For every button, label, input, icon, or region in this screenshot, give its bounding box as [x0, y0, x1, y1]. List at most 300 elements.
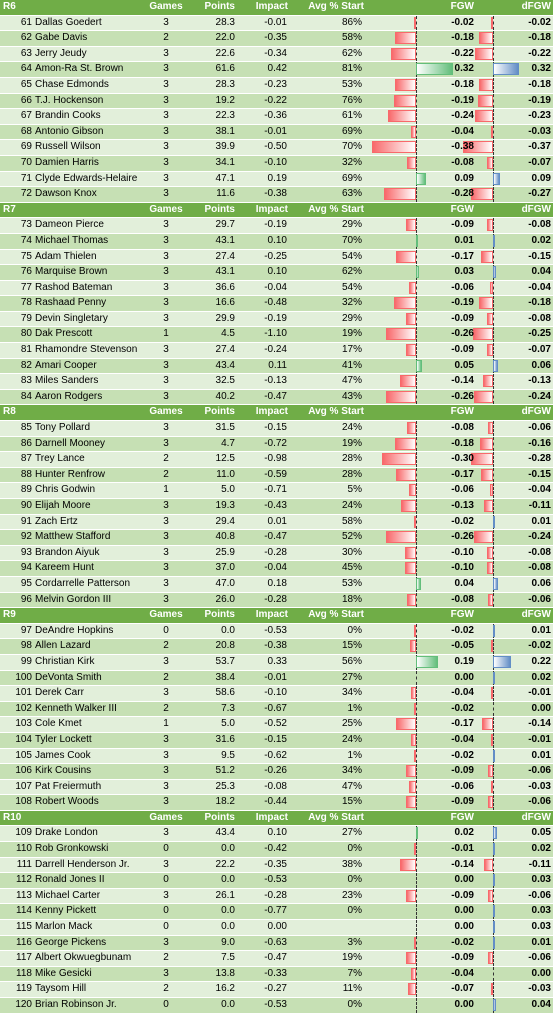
- avg-start-cell: 19%: [341, 952, 362, 964]
- dfgw-cell: 0.01: [531, 624, 551, 636]
- games-cell: 3: [163, 593, 169, 605]
- rank-cell: 89: [20, 484, 32, 496]
- dfgw-cell: 0.06: [531, 577, 551, 589]
- rank-cell: 99: [20, 655, 32, 667]
- player-name: Darrell Henderson Jr.: [35, 858, 130, 870]
- player-name: Michael Thomas: [35, 234, 109, 246]
- fgw-bar: [406, 765, 416, 777]
- avg-start-header: Avg % Start: [308, 406, 364, 418]
- fgw-cell: -0.18: [451, 437, 474, 449]
- games-cell: 1: [163, 328, 169, 340]
- fgw-bar-axis: [416, 842, 417, 857]
- impact-header: Impact: [255, 609, 288, 621]
- table-row: [0, 764, 553, 780]
- dfgw-bar-axis: [493, 16, 494, 31]
- games-cell: 0: [163, 874, 169, 886]
- dfgw-cell: -0.08: [528, 562, 551, 574]
- games-cell: 3: [163, 141, 169, 153]
- dfgw-cell: -0.07: [528, 344, 551, 356]
- dfgw-cell: -0.28: [528, 453, 551, 465]
- rank-cell: 108: [15, 796, 32, 808]
- dfgw-bar-axis: [493, 561, 494, 576]
- table-row: [0, 795, 553, 811]
- dfgw-cell: -0.02: [528, 640, 551, 652]
- games-cell: 3: [163, 765, 169, 777]
- fgw-bar-axis: [416, 702, 417, 717]
- dfgw-cell: -0.18: [528, 32, 551, 44]
- table-row: [0, 296, 553, 312]
- fgw-bar: [386, 328, 416, 340]
- dfgw-bar: [480, 438, 493, 450]
- dfgw-cell: -0.11: [528, 500, 551, 511]
- fgw-cell: -0.02: [451, 749, 474, 761]
- fgw-bar: [396, 251, 416, 263]
- round-header: [0, 203, 553, 219]
- rank-cell: 63: [20, 47, 32, 59]
- games-cell: 2: [163, 640, 169, 652]
- fgw-cell: -0.26: [451, 390, 474, 402]
- table-row: [0, 702, 553, 718]
- fgw-cell: -0.05: [451, 640, 474, 652]
- dfgw-header: dFGW: [521, 811, 551, 823]
- fgw-cell: 0.00: [454, 874, 474, 886]
- dfgw-bar-axis: [493, 967, 494, 982]
- table-row: [0, 920, 553, 936]
- games-cell: 3: [163, 687, 169, 699]
- impact-header: Impact: [255, 406, 288, 418]
- games-cell: 3: [163, 500, 169, 511]
- table-row: [0, 47, 553, 63]
- impact-cell: 0.10: [267, 266, 287, 278]
- player-name: Amari Cooper: [35, 359, 97, 371]
- table-row: [0, 94, 553, 110]
- fgw-bar: [414, 703, 416, 715]
- fgw-bar: [406, 219, 416, 231]
- dfgw-bar-axis: [493, 312, 494, 327]
- points-cell: 34.1: [215, 156, 235, 168]
- dfgw-cell: 0.04: [531, 999, 551, 1010]
- table-row: [0, 156, 553, 172]
- impact-cell: 0.11: [268, 359, 287, 371]
- points-cell: 25.3: [215, 780, 235, 792]
- dfgw-cell: 0.22: [531, 655, 551, 667]
- player-name: Kareem Hunt: [35, 562, 94, 574]
- table-row: [0, 561, 553, 577]
- impact-cell: -0.38: [264, 640, 287, 652]
- player-name: Tyler Lockett: [35, 733, 92, 745]
- games-cell: 3: [163, 749, 169, 761]
- impact-cell: -0.19: [264, 312, 287, 324]
- rank-cell: 86: [20, 437, 32, 449]
- dfgw-bar: [487, 562, 493, 574]
- avg-start-cell: 15%: [341, 796, 362, 808]
- games-cell: 3: [163, 172, 169, 184]
- dfgw-cell: -0.01: [528, 687, 551, 699]
- dfgw-cell: 0.04: [531, 266, 551, 278]
- fgw-cell: -0.01: [451, 843, 474, 855]
- points-cell: 22.6: [215, 47, 235, 59]
- rank-cell: 87: [20, 453, 32, 465]
- dfgw-bar-axis: [493, 374, 494, 389]
- games-cell: 1: [163, 718, 169, 730]
- fgw-bar: [407, 594, 416, 606]
- avg-start-cell: 32%: [341, 156, 362, 168]
- fgw-cell: 0.00: [454, 671, 474, 683]
- games-cell: 3: [163, 437, 169, 449]
- dfgw-cell: -0.06: [528, 765, 551, 777]
- player-name: Damien Harris: [35, 156, 99, 168]
- dfgw-cell: 0.00: [531, 967, 551, 979]
- table-row: [0, 904, 553, 920]
- impact-header: Impact: [255, 1, 288, 12]
- points-cell: 0.0: [221, 999, 235, 1010]
- fgw-cell: -0.19: [451, 297, 474, 309]
- avg-start-cell: 70%: [341, 141, 362, 153]
- player-name: Kenny Pickett: [35, 905, 97, 917]
- rank-cell: 62: [20, 32, 32, 44]
- dfgw-bar-axis: [493, 125, 494, 140]
- avg-start-cell: 24%: [341, 500, 362, 511]
- player-name: Darnell Mooney: [35, 437, 106, 449]
- dfgw-bar: [490, 282, 493, 294]
- dfgw-cell: -0.03: [528, 125, 551, 137]
- table-row: [0, 717, 553, 733]
- fgw-bar: [400, 375, 416, 387]
- rank-cell: 94: [20, 562, 32, 574]
- dfgw-bar: [493, 921, 495, 933]
- impact-cell: -0.98: [264, 453, 287, 465]
- points-cell: 11.6: [216, 188, 235, 200]
- fgw-cell: -0.08: [451, 156, 474, 168]
- fgw-cell: 0.00: [454, 921, 474, 933]
- player-name: Allen Lazard: [35, 640, 91, 652]
- fgw-cell: -0.14: [451, 858, 474, 870]
- dfgw-cell: -0.18: [528, 297, 551, 309]
- dfgw-bar-axis: [493, 530, 494, 545]
- table-row: [0, 374, 553, 390]
- dfgw-bar-axis: [493, 858, 494, 873]
- player-name: Chase Edmonds: [35, 78, 109, 90]
- dfgw-bar: [487, 547, 493, 559]
- fgw-bar: [414, 625, 416, 637]
- table-row: [0, 858, 553, 874]
- dfgw-cell: 0.05: [531, 827, 551, 839]
- dfgw-bar-axis: [493, 499, 494, 514]
- points-cell: 22.2: [215, 858, 235, 870]
- avg-start-cell: 0%: [347, 624, 362, 636]
- fgw-cell: -0.02: [451, 515, 474, 527]
- games-cell: 3: [163, 312, 169, 324]
- table-row: [0, 982, 553, 998]
- fgw-bar: [409, 484, 416, 496]
- points-cell: 4.5: [221, 328, 235, 340]
- fgw-bar-axis: [416, 951, 417, 966]
- games-header: Games: [149, 203, 183, 215]
- table-row: [0, 16, 553, 32]
- dfgw-cell: 0.01: [531, 936, 551, 948]
- player-name: Antonio Gibson: [35, 125, 104, 137]
- fgw-bar-axis: [416, 94, 417, 109]
- fgw-bar-axis: [416, 717, 417, 732]
- games-header: Games: [149, 1, 183, 12]
- fgw-bar: [408, 983, 416, 995]
- dfgw-cell: -0.07: [528, 156, 551, 168]
- dfgw-bar: [493, 656, 511, 668]
- dfgw-bar: [484, 500, 493, 512]
- dfgw-bar: [487, 344, 493, 356]
- fgw-cell: -0.17: [451, 468, 474, 480]
- rank-cell: 84: [20, 390, 32, 402]
- dfgw-bar: [493, 874, 495, 886]
- fgw-bar-axis: [416, 546, 417, 561]
- fgw-bar-axis: [416, 780, 417, 795]
- avg-start-cell: 45%: [341, 562, 362, 574]
- fgw-bar-axis: [416, 936, 417, 951]
- table-row: [0, 749, 553, 765]
- avg-start-cell: 28%: [341, 453, 362, 465]
- fgw-bar-axis: [416, 421, 417, 436]
- rank-cell: 65: [20, 78, 32, 90]
- dfgw-bar: [493, 173, 500, 185]
- dfgw-bar: [481, 251, 493, 263]
- games-cell: 2: [163, 671, 169, 683]
- dfgw-bar: [491, 687, 493, 699]
- points-cell: 32.5: [215, 375, 235, 387]
- avg-start-cell: 58%: [341, 32, 362, 44]
- games-cell: 2: [163, 983, 169, 995]
- fgw-bar-axis: [416, 639, 417, 654]
- fgw-bar-axis: [416, 140, 417, 155]
- rank-cell: 77: [20, 281, 32, 293]
- fgw-cell: -0.07: [451, 983, 474, 995]
- fgw-bar: [416, 827, 418, 839]
- dfgw-cell: -0.22: [528, 47, 551, 59]
- dfgw-cell: -0.03: [528, 780, 551, 792]
- table-row: [0, 437, 553, 453]
- dfgw-bar: [491, 781, 493, 793]
- fgw-bar-axis: [416, 764, 417, 779]
- fgw-cell: -0.38: [451, 141, 474, 153]
- player-name: Aaron Rodgers: [35, 390, 103, 402]
- rank-cell: 72: [20, 188, 32, 200]
- fgw-bar: [416, 173, 426, 185]
- round-header: [0, 811, 553, 827]
- dfgw-cell: -0.08: [528, 546, 551, 558]
- games-cell: 3: [163, 733, 169, 745]
- impact-cell: -0.44: [264, 796, 287, 808]
- fgw-bar: [411, 687, 416, 699]
- games-cell: 3: [163, 297, 169, 309]
- dfgw-bar: [493, 578, 498, 590]
- impact-cell: -0.24: [264, 344, 287, 356]
- points-cell: 18.2: [215, 796, 235, 808]
- player-name: Rashod Bateman: [35, 281, 113, 293]
- table-row: [0, 546, 553, 562]
- fgw-cell: -0.02: [451, 936, 474, 948]
- fgw-bar-axis: [416, 109, 417, 124]
- impact-header: Impact: [255, 203, 288, 215]
- points-cell: 29.4: [215, 515, 235, 527]
- dfgw-header: dFGW: [521, 406, 551, 418]
- impact-cell: -0.47: [264, 390, 287, 402]
- fgw-bar: [406, 890, 416, 902]
- dfgw-bar: [493, 999, 496, 1011]
- dfgw-bar: [487, 157, 493, 169]
- points-cell: 5.0: [221, 484, 235, 496]
- dfgw-bar: [491, 734, 493, 746]
- dfgw-cell: -0.06: [528, 593, 551, 605]
- fgw-bar-axis: [416, 998, 417, 1013]
- table-row: [0, 671, 553, 687]
- avg-start-cell: 62%: [341, 266, 362, 278]
- rank-cell: 78: [20, 297, 32, 309]
- dfgw-cell: -0.18: [528, 78, 551, 90]
- points-cell: 20.8: [215, 640, 235, 652]
- fgw-cell: -0.09: [451, 889, 474, 901]
- rank-cell: 107: [15, 780, 32, 792]
- table-row: [0, 577, 553, 593]
- avg-start-cell: 81%: [341, 63, 362, 75]
- fgw-bar-axis: [416, 187, 417, 202]
- games-cell: 3: [163, 234, 169, 246]
- rank-cell: 102: [15, 702, 32, 714]
- table-row: [0, 250, 553, 266]
- player-name: T.J. Hockenson: [35, 94, 104, 106]
- fgw-bar-axis: [416, 437, 417, 452]
- impact-cell: -0.50: [264, 141, 287, 153]
- dfgw-cell: -0.11: [528, 858, 551, 870]
- fgw-cell: -0.09: [451, 219, 474, 231]
- impact-cell: 0.42: [267, 63, 287, 75]
- fgw-header: FGW: [450, 406, 474, 418]
- dfgw-bar: [493, 750, 495, 762]
- player-name: Rhamondre Stevenson: [35, 344, 138, 356]
- round-header: [0, 608, 553, 624]
- fgw-cell: -0.08: [451, 593, 474, 605]
- dfgw-cell: -0.15: [528, 250, 551, 262]
- points-cell: 31.6: [215, 733, 235, 745]
- impact-cell: -0.27: [264, 983, 287, 995]
- avg-start-cell: 47%: [341, 375, 362, 387]
- dfgw-bar-axis: [493, 795, 494, 810]
- table-row: [0, 733, 553, 749]
- rank-cell: 71: [20, 172, 32, 184]
- fgw-bar-axis: [416, 982, 417, 997]
- points-cell: 40.8: [215, 531, 235, 543]
- impact-header: Impact: [255, 811, 288, 823]
- rank-cell: 110: [16, 843, 32, 855]
- fgw-cell: -0.10: [451, 562, 474, 574]
- points-cell: 29.7: [215, 219, 235, 231]
- table-row: [0, 312, 553, 328]
- fgw-bar-axis: [416, 125, 417, 140]
- fgw-cell: -0.02: [451, 624, 474, 636]
- fgw-bar-axis: [416, 624, 417, 639]
- dfgw-cell: -0.01: [528, 733, 551, 745]
- table-row: [0, 873, 553, 889]
- impact-cell: -0.48: [264, 297, 287, 309]
- player-name: Devin Singletary: [35, 312, 108, 324]
- rank-cell: 90: [20, 500, 32, 511]
- points-cell: 26.0: [215, 593, 235, 605]
- dfgw-cell: 0.00: [531, 702, 551, 714]
- player-name: Cordarrelle Patterson: [35, 577, 131, 589]
- player-name: Rashaad Penny: [35, 297, 107, 309]
- impact-cell: -0.28: [264, 593, 287, 605]
- avg-start-cell: 30%: [341, 546, 362, 558]
- impact-cell: -0.28: [264, 889, 287, 901]
- dfgw-header: dFGW: [521, 1, 551, 12]
- games-cell: 3: [163, 375, 169, 387]
- dfgw-bar: [473, 328, 493, 340]
- impact-cell: -0.13: [264, 375, 287, 387]
- dfgw-bar: [483, 375, 493, 387]
- dfgw-bar: [475, 48, 493, 60]
- table-row: [0, 655, 553, 671]
- rank-cell: 101: [15, 687, 32, 699]
- dfgw-bar: [493, 625, 495, 637]
- dfgw-bar: [479, 297, 493, 309]
- dfgw-bar-axis: [493, 94, 494, 109]
- fgw-bar: [394, 297, 416, 309]
- avg-start-cell: 52%: [341, 531, 362, 543]
- table-row: [0, 639, 553, 655]
- fgw-cell: -0.14: [451, 375, 474, 387]
- points-cell: 58.6: [215, 687, 235, 699]
- avg-start-cell: 58%: [341, 515, 362, 527]
- fgw-bar: [414, 516, 416, 528]
- table-row: [0, 593, 553, 609]
- dfgw-cell: 0.01: [531, 515, 551, 527]
- round-label: R8: [3, 406, 16, 418]
- rank-cell: 88: [20, 468, 32, 480]
- impact-cell: -0.52: [264, 718, 287, 730]
- points-cell: 53.7: [215, 655, 235, 667]
- impact-cell: -0.10: [264, 156, 287, 168]
- avg-start-cell: 11%: [342, 983, 362, 995]
- dfgw-bar: [475, 110, 493, 122]
- fgw-cell: 0.01: [454, 234, 474, 246]
- table-row: [0, 515, 553, 531]
- player-name: Russell Wilson: [35, 141, 101, 153]
- dfgw-cell: -0.27: [528, 188, 551, 200]
- player-name: Hunter Renfrow: [35, 468, 106, 480]
- rank-cell: 81: [20, 344, 32, 356]
- player-name: Miles Sanders: [35, 375, 99, 387]
- games-cell: 2: [163, 453, 169, 465]
- fgw-bar: [416, 360, 422, 372]
- games-cell: 3: [163, 47, 169, 59]
- dfgw-bar: [471, 188, 493, 200]
- fgw-cell: -0.06: [451, 484, 474, 496]
- rank-cell: 68: [20, 125, 32, 137]
- fgw-bar-axis: [416, 858, 417, 873]
- fgw-cell: -0.04: [451, 125, 474, 137]
- rank-cell: 85: [20, 422, 32, 434]
- player-name: Zach Ertz: [35, 515, 78, 527]
- fgw-bar: [411, 126, 416, 138]
- rank-cell: 69: [20, 141, 32, 153]
- games-cell: 3: [163, 936, 169, 948]
- impact-cell: -0.35: [264, 32, 287, 44]
- avg-start-cell: 25%: [341, 718, 362, 730]
- dfgw-bar-axis: [493, 78, 494, 93]
- avg-start-cell: 24%: [341, 422, 362, 434]
- games-cell: 3: [163, 515, 169, 527]
- fgw-bar: [411, 968, 416, 980]
- dfgw-bar-axis: [493, 343, 494, 358]
- impact-cell: -0.43: [264, 500, 287, 511]
